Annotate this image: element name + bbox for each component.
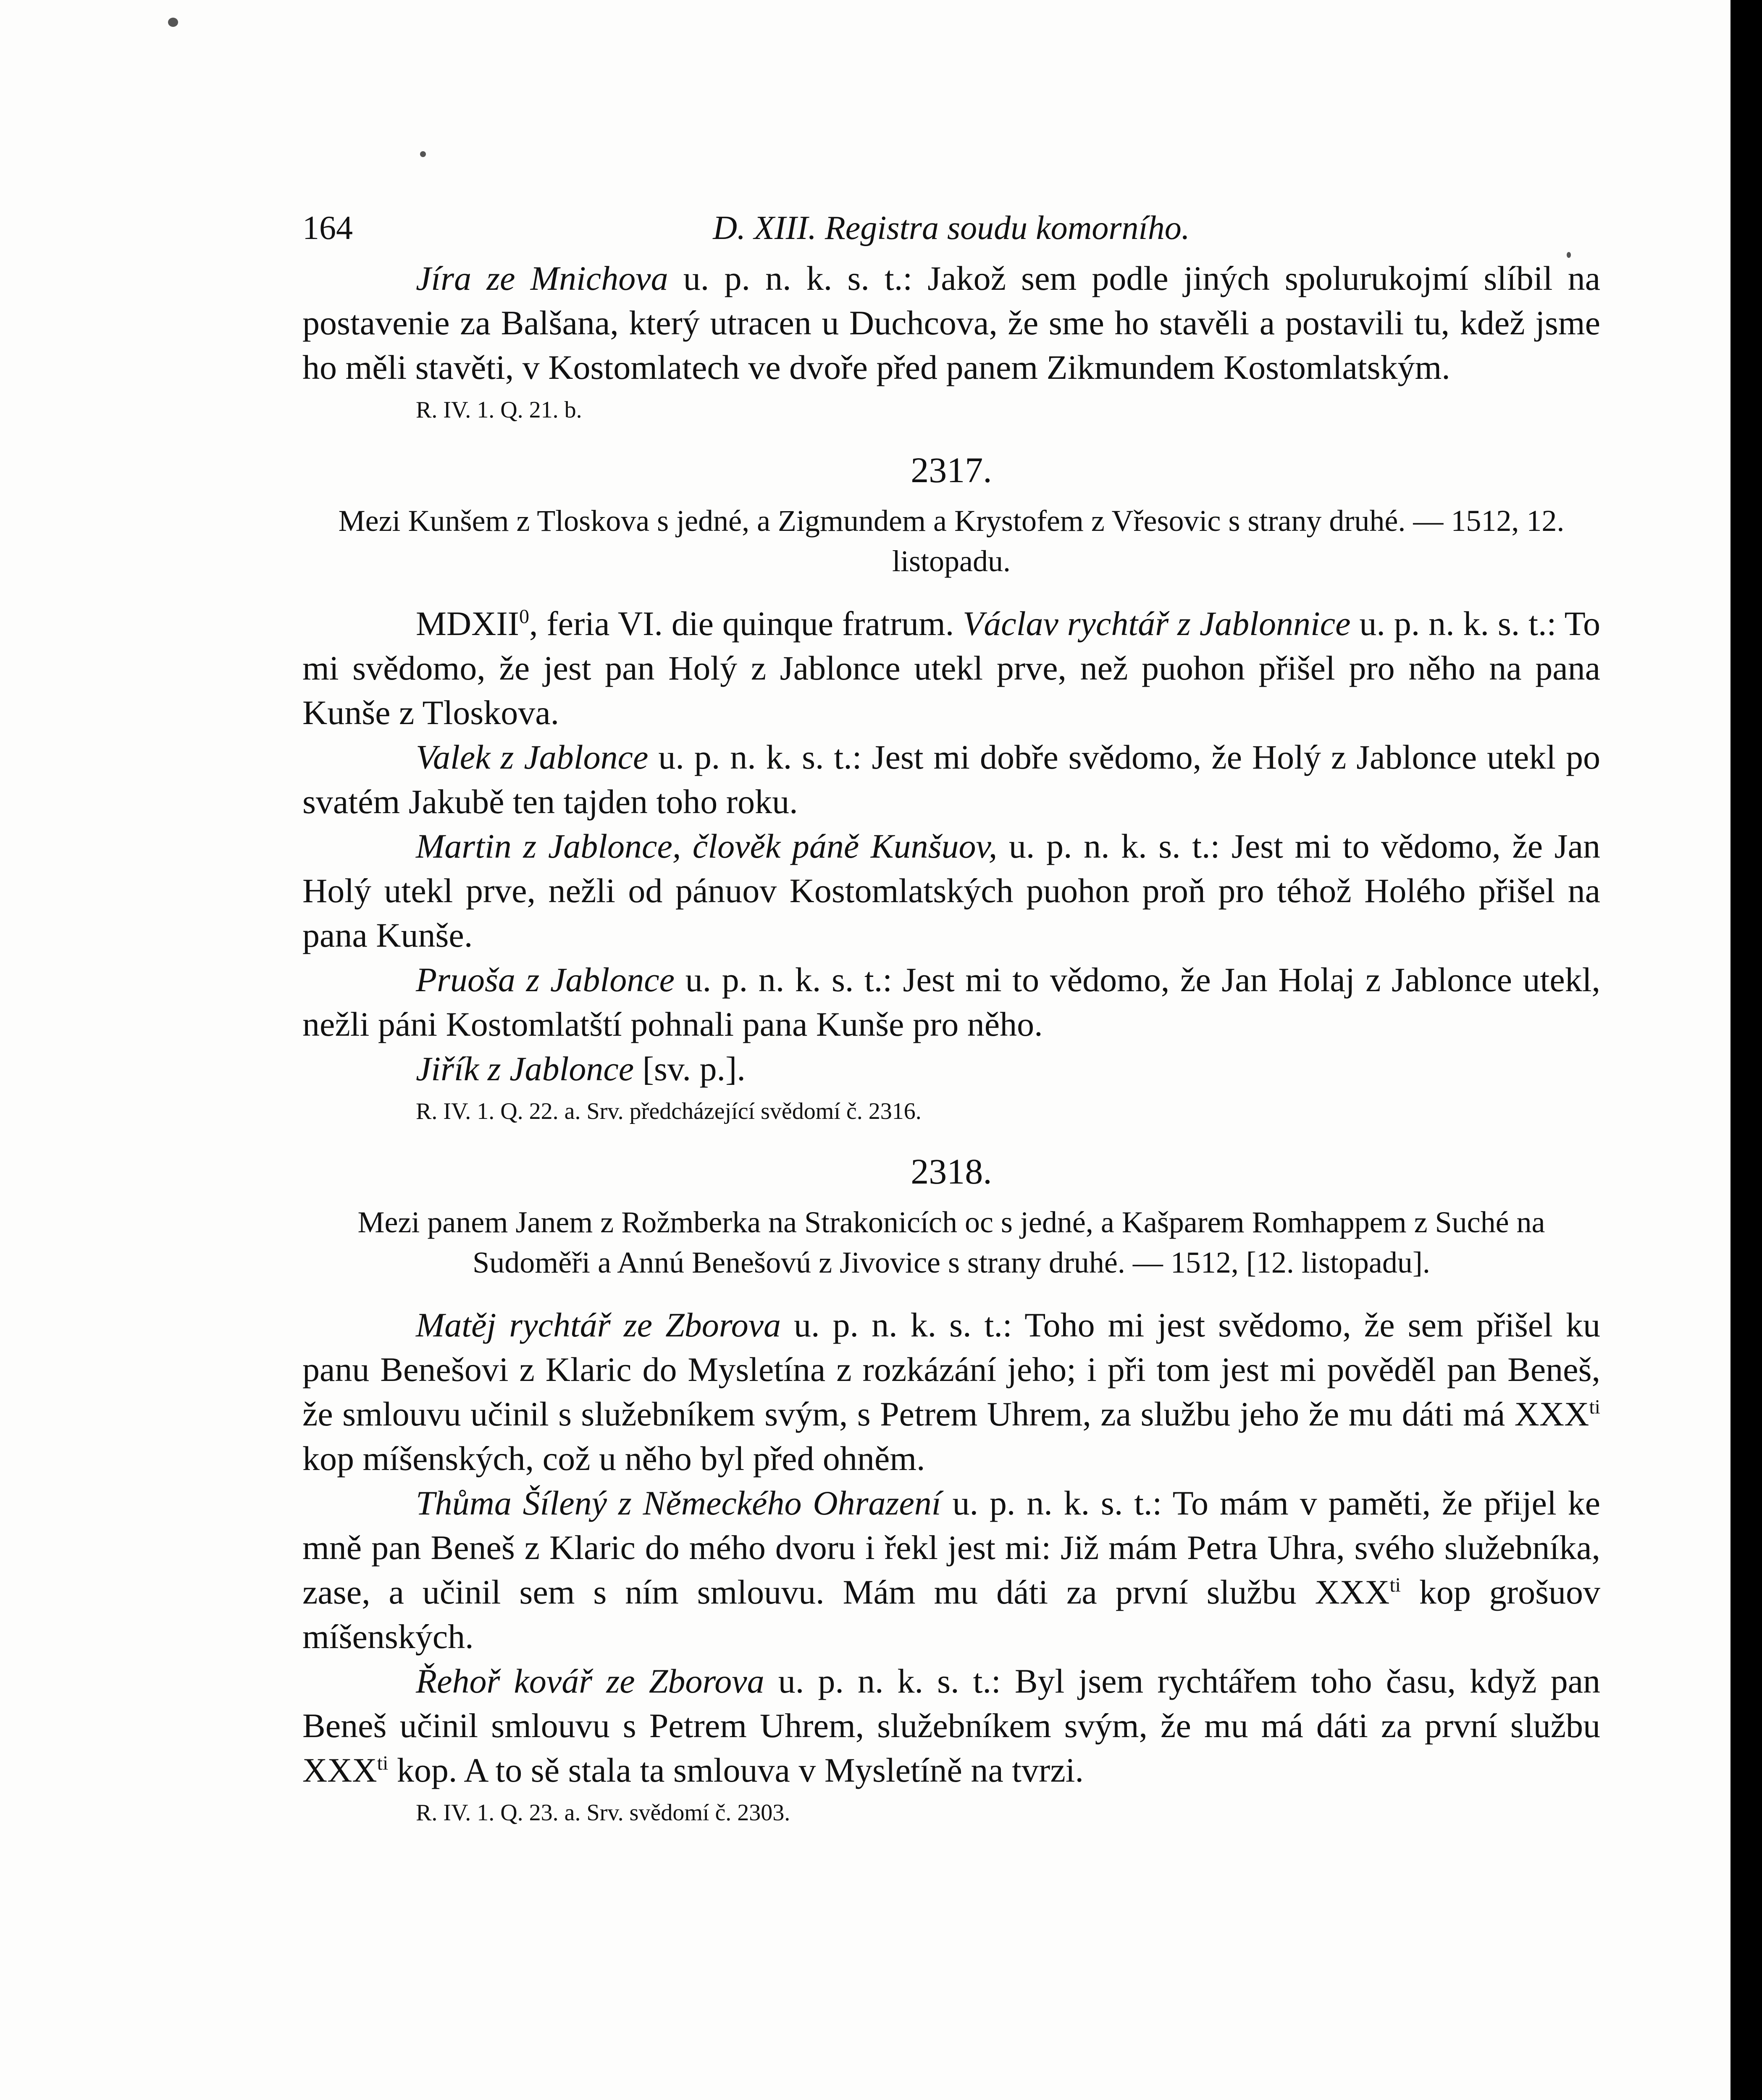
source-reference: R. IV. 1. Q. 23. a. Srv. svědomí č. 2303. (416, 1800, 790, 1826)
testimony-paragraph (302, 1481, 1600, 1659)
witness-name: Matěj rychtář ze Zborova (416, 1306, 781, 1344)
superscript: ti (1389, 1574, 1401, 1596)
date-formula: MDXII (416, 604, 519, 643)
witness-name: Jíra ze Mnichova (416, 259, 668, 297)
page-content (302, 197, 1600, 1833)
testimony-text: u. p. n. k. s. t.: Jakož sem podle jiných spolurukojmí slíbil na postavenie za Balšana, který utracen u Duchcova, že sme ho stavěli a postavili tu, kdež jsme ho měli stavěti, v Kostomlatech ve dvoře před panem Zikmundem Kostomlatským. (302, 259, 1601, 386)
entry-summary: Mezi panem Janem z Rožmberka na Strakonicích oc s jedné, a Kašparem Romhappem z Suché na Sudoměři a Annú Benešovú z Jivovice s strany druhé. — 1512, [12. listopadu]. (357, 1205, 1545, 1279)
entry-number: 2317. (911, 450, 992, 490)
testimony-text-end: kop grošuov míšenských. (302, 1573, 1601, 1656)
testimony-paragraph (302, 1047, 1600, 1091)
entry-summary: Mezi Kunšem z Tloskova s jedné, a Zigmundem a Krystofem z Vřesovic s strany druhé. — 1512, 12. listopadu. (338, 504, 1565, 578)
page-number: 164 (302, 210, 353, 247)
date-formula-rest: , feria VI. die quinque fratrum. (529, 604, 963, 643)
testimony-paragraph (302, 824, 1600, 958)
witness-name: Thůma Šílený z Německého Ohrazení (416, 1484, 941, 1522)
entry-number: 2318. (911, 1151, 992, 1192)
testimony-text: u. p. n. k. s. t.: To mi svědomo, že jest pan Holý z Jablonce utekl prve, než puohon přišel pro něho na pana Kunše z Tloskova. (302, 604, 1600, 732)
source-reference: R. IV. 1. Q. 21. b. (416, 397, 582, 423)
superscript: ti (1589, 1396, 1600, 1418)
superscript: 0 (519, 605, 529, 628)
testimony-text-end: kop míšenských, což u něho byl před ohněm. (302, 1439, 925, 1478)
testimony-text: u. p. n. k. s. t.: Toho mi jest svědomo, že sem přišel ku panu Benešovi z Klaric do Mysletína z rozkázání jeho; i při tom jest mi pověděl pan Beneš, že smlouvu učinil s služebníkem svým, s Petrem Uhrem, za službu jeho že mu dáti má XXX (302, 1306, 1600, 1433)
running-title: D. XIII. Registra soudu komorního. (713, 210, 1190, 247)
witness-name: Jiřík z Jablonce (416, 1050, 634, 1088)
testimony-text: u. p. n. k. s. t.: To mám v paměti, že přijel ke mně pan Beneš z Klaric do mého dvoru i řekl jest mi: Již mám Petra Uhra, svého služebníka, zase, a učinil sem s ním smlouvu. Mám mu dáti za první službu XXX (302, 1484, 1600, 1611)
testimony-paragraph (302, 958, 1600, 1047)
page-header (302, 197, 1600, 256)
scan-speck (420, 151, 426, 157)
witness-name: Valek z Jablonce (416, 738, 649, 776)
superscript: ti (377, 1752, 389, 1774)
witness-name: Řehoř kovář ze Zborova (416, 1662, 764, 1700)
witness-name: Martin z Jablonce, člověk páně Kunšuov, (416, 827, 998, 865)
testimony-paragraph (302, 735, 1600, 824)
witness-name: Pruoša z Jablonce (416, 961, 675, 999)
testimony-paragraph (302, 601, 1600, 735)
testimony-text: u. p. n. k. s. t.: Byl jsem rychtářem toho času, když pan Beneš učinil smlouvu s Petrem Uhrem, služebníkem svým, že mu má dáti za první službu XXX (302, 1662, 1600, 1789)
testimony-text: [sv. p.]. (634, 1050, 746, 1088)
witness-name: Václav rychtář z Jablonnice (963, 604, 1351, 643)
testimony-text: u. p. n. k. s. t.: Jest mi to vědomo, že Jan Holý utekl prve, nežli od pánuov Kostomlatských puohon proň pro téhož Holého přišel na pana Kunše. (302, 827, 1600, 954)
testimony-text-end: kop. A to sě stala ta smlouva v Mysletíně na tvrzi. (388, 1751, 1084, 1789)
testimony-paragraph (302, 256, 1600, 390)
testimony-text: u. p. n. k. s. t.: Jest mi to vědomo, že Jan Holaj z Jablonce utekl, nežli páni Kostomlatští pohnali pana Kunše pro něho. (302, 961, 1600, 1043)
testimony-paragraph (302, 1303, 1600, 1481)
scan-speck (168, 18, 178, 27)
testimony-text: u. p. n. k. s. t.: Jest mi dobře svědomo, že Holý z Jablonce utekl po svatém Jakubě ten tajden toho roku. (302, 738, 1601, 821)
testimony-paragraph (302, 1659, 1600, 1793)
source-reference: R. IV. 1. Q. 22. a. Srv. předcházející svědomí č. 2316. (416, 1098, 922, 1124)
